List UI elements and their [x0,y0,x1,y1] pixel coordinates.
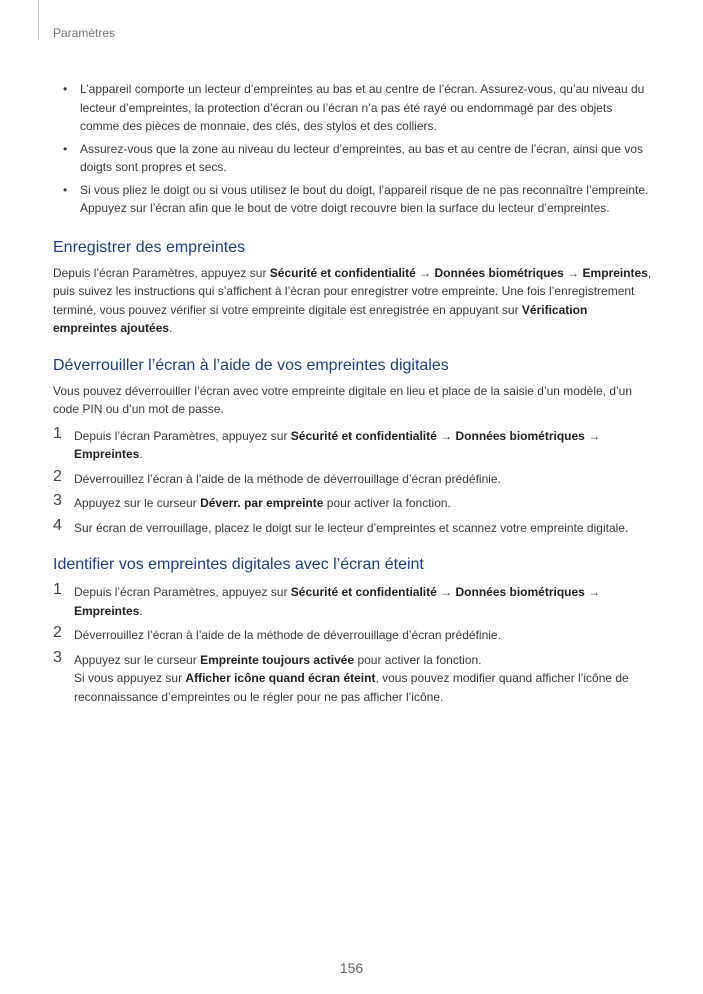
text: pour activer la fonction. [354,652,482,667]
section-heading-deverrouiller: Déverrouiller l’écran à l’aide de vos empreintes digitales [53,356,449,374]
menu-path: Sécurité et confidentialité [269,265,416,280]
step-number: 1 [53,424,62,442]
paragraph-deverrouiller: Vous pouvez déverrouiller l’écran avec votre empreinte digitale en lieu et place de la saisie d’un modèle, d’un code PIN ou d’un mot de passe. [53,383,633,416]
list-item: • Assurez-vous que la zone au niveau du lecteur d’empreintes, au bas et au centre de l’écran, ainsi que vos doigts sont propres et secs. [53,140,653,177]
step-number: 2 [53,467,62,485]
text: Si vous appuyez sur [74,671,186,685]
step-item [53,494,653,513]
menu-path: Données biométriques [455,428,585,443]
text: . [139,447,143,461]
arrow: → [584,585,601,599]
text: Appuyez sur le curseur [74,496,201,510]
page-header: Paramètres [53,26,116,40]
text: Depuis l’écran Paramètres, appuyez sur [53,265,270,280]
list-item: • Si vous pliez le doigt ou si vous utilisez le bout du doigt, l’appareil risque de ne pas reconnaître l’empreinte. Appuyez sur l’écran afin que le bout de votre doigt recouvre bien la surface du lecteur d’empreintes. [53,181,653,218]
step-number: 2 [53,624,62,641]
menu-path: Empreintes [74,447,140,461]
text: . [169,321,173,335]
step-item [53,424,653,464]
step-item [53,583,653,620]
section-heading-enregistrer: Enregistrer des empreintes [53,238,246,256]
arrow: → [563,265,583,280]
arrow: → [415,265,435,280]
step-number: 3 [53,492,62,509]
setting-name: Empreinte toujours activée [200,652,355,667]
setting-name: Déverr. par empreinte [200,496,324,510]
arrow: → [584,428,601,443]
step-item [53,626,653,645]
arrow: → [436,428,456,443]
notes-list [53,80,653,218]
text: Déverrouillez l’écran à l’aide de la méthode de déverrouillage d’écran prédéfinie. [74,628,501,642]
step-number: 4 [53,516,62,534]
menu-path: Empreintes [74,603,140,618]
menu-path: Vérification empreintes ajoutées [53,302,588,335]
page-number: 156 [339,960,364,976]
step-number: 1 [53,581,62,598]
list-item: • L’appareil comporte un lecteur d’empreintes au bas et au centre de l’écran. Assurez-vous, qu’au niveau du lecteur d’empreintes, la protection d’écran ou l’écran n’a pas été rayé ou endommagé par des objets comme des pièces de monnaie, des clés, des stylos et des colliers. [53,80,653,136]
paragraph-enregistrer [53,264,653,338]
text: Sur écran de verrouillage, placez le doigt sur le lecteur d’empreintes et scannez votre empreinte digitale. [74,520,629,535]
text: . [139,603,143,618]
menu-path: Sécurité et confidentialité [290,585,437,599]
text: Déverrouillez l’écran à l’aide de la méthode de déverrouillage d’écran prédéfinie. [74,471,501,486]
section-heading-identifier: Identifier vos empreintes digitales avec l’écran éteint [53,556,424,573]
steps-deverrouiller [53,424,653,538]
text: pour activer la fonction. [323,496,451,510]
menu-path: Sécurité et confidentialité [290,428,437,443]
text: , puis suivez les instructions qui s’affichent à l’écran pour enregistrer votre empreinte. Une fois l’enregistrement terminé, vous pouvez vérifier si votre empreinte digitale est enregistrée en appuyant sur [53,265,652,317]
menu-path: Empreintes [582,265,648,280]
text: , vous pouvez modifier quand afficher l’icône de reconnaissance d’empreintes ou le régler pour ne pas afficher l’icône. [74,671,629,704]
steps-identifier [53,583,653,706]
step-item [53,648,653,707]
text: Appuyez sur le curseur [74,652,201,667]
arrow: → [436,585,456,599]
header-divider [38,0,39,40]
setting-name: Afficher icône quand écran éteint [185,671,376,685]
text: Depuis l’écran Paramètres, appuyez sur [74,428,291,443]
step-item [53,467,653,489]
page-content [53,80,653,712]
step-number: 3 [53,648,62,666]
menu-path: Données biométriques [434,265,564,280]
step-item [53,516,653,538]
menu-path: Données biométriques [455,585,585,599]
text: Depuis l’écran Paramètres, appuyez sur [74,585,291,599]
